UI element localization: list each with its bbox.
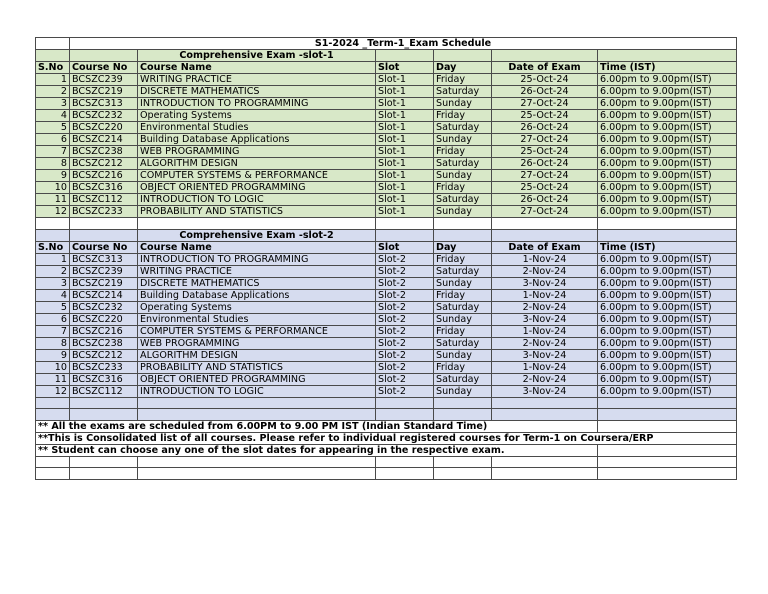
day-cell: Sunday bbox=[434, 349, 492, 361]
course-no-cell: BCSZC232 bbox=[70, 110, 138, 122]
empty-cell bbox=[376, 409, 434, 421]
slot-cell: Slot-2 bbox=[376, 337, 434, 349]
slot-cell: Slot-1 bbox=[376, 74, 434, 86]
sno-cell: 12 bbox=[36, 385, 70, 397]
table-row bbox=[36, 349, 737, 361]
course-name-cell: ALGORITHM DESIGN bbox=[138, 349, 376, 361]
exam-time-cell: 6.00pm to 9.00pm(IST) bbox=[598, 385, 737, 397]
course-no-cell: BCSZC112 bbox=[70, 385, 138, 397]
course-name-cell: Building Database Applications bbox=[138, 289, 376, 301]
exam-time-cell: 6.00pm to 9.00pm(IST) bbox=[598, 337, 737, 349]
spacer-row bbox=[36, 218, 737, 230]
exam-date-cell: 2-Nov-24 bbox=[492, 337, 598, 349]
empty-cell bbox=[36, 468, 70, 480]
exam-time-cell: 6.00pm to 9.00pm(IST) bbox=[598, 86, 737, 98]
table-row bbox=[36, 98, 737, 110]
course-name-cell: WEB PROGRAMMING bbox=[138, 146, 376, 158]
table-row bbox=[36, 170, 737, 182]
exam-time-cell: 6.00pm to 9.00pm(IST) bbox=[598, 265, 737, 277]
course-name-cell: PROBABILITY AND STATISTICS bbox=[138, 206, 376, 218]
course-no-header: Course No bbox=[70, 62, 138, 74]
course-name-cell: OBJECT ORIENTED PROGRAMMING bbox=[138, 373, 376, 385]
slot2-caption-row bbox=[36, 229, 737, 241]
day-cell: Saturday bbox=[434, 301, 492, 313]
sno-header: S.No bbox=[36, 241, 70, 253]
slot-cell: Slot-2 bbox=[376, 385, 434, 397]
table-row bbox=[36, 277, 737, 289]
exam-time-cell: 6.00pm to 9.00pm(IST) bbox=[598, 158, 737, 170]
course-name-cell: Building Database Applications bbox=[138, 134, 376, 146]
day-cell: Friday bbox=[434, 74, 492, 86]
empty-cell bbox=[434, 229, 492, 241]
empty-cell bbox=[138, 468, 376, 480]
day-header: Day bbox=[434, 62, 492, 74]
table-row bbox=[36, 385, 737, 397]
title-spacer-cell bbox=[36, 38, 70, 50]
course-name-cell: COMPUTER SYSTEMS & PERFORMANCE bbox=[138, 170, 376, 182]
table-row bbox=[36, 122, 737, 134]
day-cell: Sunday bbox=[434, 385, 492, 397]
course-no-cell: BCSZC238 bbox=[70, 337, 138, 349]
slot-cell: Slot-2 bbox=[376, 373, 434, 385]
table-row bbox=[36, 86, 737, 98]
slot-cell: Slot-1 bbox=[376, 98, 434, 110]
exam-time-cell: 6.00pm to 9.00pm(IST) bbox=[598, 170, 737, 182]
sno-cell: 6 bbox=[36, 134, 70, 146]
day-cell: Friday bbox=[434, 146, 492, 158]
table-row bbox=[36, 158, 737, 170]
empty-cell bbox=[598, 229, 737, 241]
course-no-cell: BCSZC220 bbox=[70, 313, 138, 325]
course-no-cell: BCSZC233 bbox=[70, 206, 138, 218]
slot2-header-row bbox=[36, 241, 737, 253]
day-cell: Saturday bbox=[434, 373, 492, 385]
exam-time-cell: 6.00pm to 9.00pm(IST) bbox=[598, 313, 737, 325]
sno-cell: 3 bbox=[36, 98, 70, 110]
exam-time-cell: 6.00pm to 9.00pm(IST) bbox=[598, 349, 737, 361]
exam-date-cell: 3-Nov-24 bbox=[492, 349, 598, 361]
empty-cell bbox=[70, 397, 138, 409]
exam-time-header: Time (IST) bbox=[598, 62, 737, 74]
sno-cell: 1 bbox=[36, 74, 70, 86]
schedule-title: S1-2024 _Term-1_Exam Schedule bbox=[70, 38, 737, 50]
exam-date-cell: 26-Oct-24 bbox=[492, 158, 598, 170]
day-cell: Friday bbox=[434, 289, 492, 301]
course-name-header: Course Name bbox=[138, 62, 376, 74]
slot-cell: Slot-2 bbox=[376, 277, 434, 289]
empty-cell bbox=[70, 468, 138, 480]
sno-cell: 8 bbox=[36, 158, 70, 170]
day-cell: Friday bbox=[434, 325, 492, 337]
sno-cell: 6 bbox=[36, 313, 70, 325]
exam-time-cell: 6.00pm to 9.00pm(IST) bbox=[598, 289, 737, 301]
exam-time-cell: 6.00pm to 9.00pm(IST) bbox=[598, 301, 737, 313]
course-no-cell: BCSZC214 bbox=[70, 289, 138, 301]
course-name-cell: INTRODUCTION TO PROGRAMMING bbox=[138, 98, 376, 110]
table-row bbox=[36, 301, 737, 313]
table-row bbox=[36, 74, 737, 86]
slot-cell: Slot-1 bbox=[376, 182, 434, 194]
course-no-cell: BCSZC216 bbox=[70, 170, 138, 182]
empty-cell bbox=[36, 50, 70, 62]
exam-time-cell: 6.00pm to 9.00pm(IST) bbox=[598, 122, 737, 134]
exam-time-cell: 6.00pm to 9.00pm(IST) bbox=[598, 194, 737, 206]
exam-date-header: Date of Exam bbox=[492, 241, 598, 253]
course-no-cell: BCSZC238 bbox=[70, 146, 138, 158]
day-cell: Sunday bbox=[434, 206, 492, 218]
exam-time-header: Time (IST) bbox=[598, 241, 737, 253]
empty-cell bbox=[376, 218, 434, 230]
exam-time-cell: 6.00pm to 9.00pm(IST) bbox=[598, 253, 737, 265]
day-cell: Sunday bbox=[434, 134, 492, 146]
exam-date-cell: 25-Oct-24 bbox=[492, 182, 598, 194]
day-cell: Saturday bbox=[434, 158, 492, 170]
slot-header: Slot bbox=[376, 62, 434, 74]
exam-time-cell: 6.00pm to 9.00pm(IST) bbox=[598, 182, 737, 194]
course-no-cell: BCSZC239 bbox=[70, 74, 138, 86]
day-cell: Sunday bbox=[434, 277, 492, 289]
empty-cell bbox=[434, 397, 492, 409]
empty-cell bbox=[598, 218, 737, 230]
exam-time-cell: 6.00pm to 9.00pm(IST) bbox=[598, 277, 737, 289]
course-name-cell: Operating Systems bbox=[138, 110, 376, 122]
empty-cell bbox=[376, 397, 434, 409]
empty-cell bbox=[434, 50, 492, 62]
table-row bbox=[36, 361, 737, 373]
note-row bbox=[36, 432, 737, 444]
day-header: Day bbox=[434, 241, 492, 253]
empty-cell bbox=[492, 409, 598, 421]
slot-cell: Slot-1 bbox=[376, 122, 434, 134]
exam-time-cell: 6.00pm to 9.00pm(IST) bbox=[598, 134, 737, 146]
empty-cell bbox=[70, 409, 138, 421]
spacer-row bbox=[36, 468, 737, 480]
table-row bbox=[36, 337, 737, 349]
exam-time-cell: 6.00pm to 9.00pm(IST) bbox=[598, 361, 737, 373]
sno-cell: 8 bbox=[36, 337, 70, 349]
exam-date-cell: 27-Oct-24 bbox=[492, 98, 598, 110]
course-name-cell: PROBABILITY AND STATISTICS bbox=[138, 361, 376, 373]
course-no-cell: BCSZC220 bbox=[70, 122, 138, 134]
table-row bbox=[36, 373, 737, 385]
slot-cell: Slot-2 bbox=[376, 349, 434, 361]
spacer-row bbox=[36, 397, 737, 409]
table-row bbox=[36, 134, 737, 146]
exam-date-cell: 2-Nov-24 bbox=[492, 265, 598, 277]
sno-header: S.No bbox=[36, 62, 70, 74]
sno-cell: 10 bbox=[36, 361, 70, 373]
empty-cell bbox=[434, 218, 492, 230]
course-name-cell: ALGORITHM DESIGN bbox=[138, 158, 376, 170]
day-cell: Sunday bbox=[434, 98, 492, 110]
empty-cell bbox=[376, 50, 434, 62]
course-name-cell: Environmental Studies bbox=[138, 313, 376, 325]
slot1-header-row bbox=[36, 62, 737, 74]
day-cell: Saturday bbox=[434, 265, 492, 277]
sno-cell: 4 bbox=[36, 289, 70, 301]
exam-date-header: Date of Exam bbox=[492, 62, 598, 74]
course-name-cell: WRITING PRACTICE bbox=[138, 74, 376, 86]
course-name-header: Course Name bbox=[138, 241, 376, 253]
sno-cell: 9 bbox=[36, 349, 70, 361]
exam-date-cell: 1-Nov-24 bbox=[492, 253, 598, 265]
sno-cell: 5 bbox=[36, 301, 70, 313]
table-row bbox=[36, 182, 737, 194]
empty-cell bbox=[598, 397, 737, 409]
slot-cell: Slot-1 bbox=[376, 134, 434, 146]
day-cell: Friday bbox=[434, 110, 492, 122]
exam-date-cell: 1-Nov-24 bbox=[492, 361, 598, 373]
empty-cell bbox=[492, 229, 598, 241]
slot2-caption: Comprehensive Exam -slot-2 bbox=[138, 229, 376, 241]
course-no-cell: BCSZC216 bbox=[70, 325, 138, 337]
empty-cell bbox=[376, 456, 434, 468]
slot-cell: Slot-1 bbox=[376, 146, 434, 158]
empty-cell bbox=[376, 468, 434, 480]
exam-date-cell: 27-Oct-24 bbox=[492, 206, 598, 218]
exam-date-cell: 25-Oct-24 bbox=[492, 110, 598, 122]
course-no-cell: BCSZC313 bbox=[70, 98, 138, 110]
course-name-cell: DISCRETE MATHEMATICS bbox=[138, 86, 376, 98]
slot-cell: Slot-1 bbox=[376, 194, 434, 206]
sno-cell: 7 bbox=[36, 325, 70, 337]
exam-date-cell: 26-Oct-24 bbox=[492, 122, 598, 134]
course-no-cell: BCSZC219 bbox=[70, 86, 138, 98]
exam-date-cell: 3-Nov-24 bbox=[492, 277, 598, 289]
exam-date-cell: 3-Nov-24 bbox=[492, 385, 598, 397]
course-name-cell: INTRODUCTION TO PROGRAMMING bbox=[138, 253, 376, 265]
exam-time-cell: 6.00pm to 9.00pm(IST) bbox=[598, 146, 737, 158]
empty-cell bbox=[36, 218, 70, 230]
slot-header: Slot bbox=[376, 241, 434, 253]
table-row bbox=[36, 265, 737, 277]
slot-cell: Slot-1 bbox=[376, 158, 434, 170]
course-no-header: Course No bbox=[70, 241, 138, 253]
sno-cell: 9 bbox=[36, 170, 70, 182]
day-cell: Sunday bbox=[434, 313, 492, 325]
sno-cell: 2 bbox=[36, 86, 70, 98]
exam-date-cell: 26-Oct-24 bbox=[492, 86, 598, 98]
course-no-cell: BCSZC316 bbox=[70, 373, 138, 385]
exam-date-cell: 2-Nov-24 bbox=[492, 301, 598, 313]
sno-cell: 3 bbox=[36, 277, 70, 289]
empty-cell bbox=[492, 397, 598, 409]
course-name-cell: Environmental Studies bbox=[138, 122, 376, 134]
table-row bbox=[36, 289, 737, 301]
spacer-row bbox=[36, 456, 737, 468]
empty-cell bbox=[598, 420, 737, 432]
empty-cell bbox=[70, 218, 138, 230]
course-name-cell: COMPUTER SYSTEMS & PERFORMANCE bbox=[138, 325, 376, 337]
course-no-cell: BCSZC239 bbox=[70, 265, 138, 277]
day-cell: Friday bbox=[434, 253, 492, 265]
table-row bbox=[36, 194, 737, 206]
course-name-cell: DISCRETE MATHEMATICS bbox=[138, 277, 376, 289]
sno-cell: 5 bbox=[36, 122, 70, 134]
day-cell: Saturday bbox=[434, 122, 492, 134]
slot-cell: Slot-2 bbox=[376, 313, 434, 325]
empty-cell bbox=[598, 468, 737, 480]
sno-cell: 4 bbox=[36, 110, 70, 122]
exam-time-cell: 6.00pm to 9.00pm(IST) bbox=[598, 110, 737, 122]
empty-cell bbox=[598, 456, 737, 468]
course-name-cell: WRITING PRACTICE bbox=[138, 265, 376, 277]
exam-date-cell: 25-Oct-24 bbox=[492, 74, 598, 86]
course-no-cell: BCSZC233 bbox=[70, 361, 138, 373]
exam-schedule-table bbox=[35, 37, 737, 480]
exam-date-cell: 2-Nov-24 bbox=[492, 373, 598, 385]
course-name-cell: WEB PROGRAMMING bbox=[138, 337, 376, 349]
sno-cell: 7 bbox=[36, 146, 70, 158]
table-row bbox=[36, 313, 737, 325]
course-no-cell: BCSZC212 bbox=[70, 349, 138, 361]
exam-date-cell: 26-Oct-24 bbox=[492, 194, 598, 206]
day-cell: Saturday bbox=[434, 86, 492, 98]
slot1-caption: Comprehensive Exam -slot-1 bbox=[138, 50, 376, 62]
empty-cell bbox=[36, 397, 70, 409]
course-no-cell: BCSZC112 bbox=[70, 194, 138, 206]
exam-time-cell: 6.00pm to 9.00pm(IST) bbox=[598, 206, 737, 218]
table-row bbox=[36, 325, 737, 337]
empty-cell bbox=[434, 456, 492, 468]
note-row bbox=[36, 420, 737, 432]
slot-cell: Slot-1 bbox=[376, 170, 434, 182]
sno-cell: 1 bbox=[36, 253, 70, 265]
sno-cell: 11 bbox=[36, 194, 70, 206]
empty-cell bbox=[492, 456, 598, 468]
day-cell: Saturday bbox=[434, 194, 492, 206]
empty-cell bbox=[70, 456, 138, 468]
sno-cell: 10 bbox=[36, 182, 70, 194]
exam-date-cell: 1-Nov-24 bbox=[492, 289, 598, 301]
slot-cell: Slot-1 bbox=[376, 206, 434, 218]
sno-cell: 2 bbox=[36, 265, 70, 277]
course-no-cell: BCSZC232 bbox=[70, 301, 138, 313]
empty-cell bbox=[138, 409, 376, 421]
empty-cell bbox=[36, 456, 70, 468]
empty-cell bbox=[492, 50, 598, 62]
course-no-cell: BCSZC316 bbox=[70, 182, 138, 194]
course-no-cell: BCSZC212 bbox=[70, 158, 138, 170]
schedule-note: ** Student can choose any one of the slot dates for appearing in the respective exam. bbox=[36, 444, 598, 456]
empty-cell bbox=[70, 50, 138, 62]
empty-cell bbox=[70, 229, 138, 241]
empty-cell bbox=[434, 468, 492, 480]
empty-cell bbox=[598, 444, 737, 456]
exam-date-cell: 27-Oct-24 bbox=[492, 134, 598, 146]
empty-cell bbox=[138, 218, 376, 230]
empty-cell bbox=[138, 456, 376, 468]
empty-cell bbox=[492, 468, 598, 480]
course-no-cell: BCSZC214 bbox=[70, 134, 138, 146]
empty-cell bbox=[598, 50, 737, 62]
day-cell: Friday bbox=[434, 182, 492, 194]
note-row bbox=[36, 444, 737, 456]
table-row bbox=[36, 253, 737, 265]
empty-cell bbox=[36, 229, 70, 241]
course-name-cell: OBJECT ORIENTED PROGRAMMING bbox=[138, 182, 376, 194]
day-cell: Friday bbox=[434, 361, 492, 373]
course-no-cell: BCSZC219 bbox=[70, 277, 138, 289]
slot-cell: Slot-1 bbox=[376, 110, 434, 122]
sno-cell: 12 bbox=[36, 206, 70, 218]
course-name-cell: INTRODUCTION TO LOGIC bbox=[138, 385, 376, 397]
empty-cell bbox=[598, 409, 737, 421]
day-cell: Sunday bbox=[434, 170, 492, 182]
empty-cell bbox=[492, 218, 598, 230]
slot1-caption-row bbox=[36, 50, 737, 62]
empty-cell bbox=[434, 409, 492, 421]
schedule-note: ** All the exams are scheduled from 6.00PM to 9.00 PM IST (Indian Standard Time) bbox=[36, 420, 598, 432]
slot-cell: Slot-2 bbox=[376, 253, 434, 265]
exam-date-cell: 1-Nov-24 bbox=[492, 325, 598, 337]
slot-cell: Slot-2 bbox=[376, 325, 434, 337]
exam-time-cell: 6.00pm to 9.00pm(IST) bbox=[598, 373, 737, 385]
table-row bbox=[36, 206, 737, 218]
exam-time-cell: 6.00pm to 9.00pm(IST) bbox=[598, 325, 737, 337]
empty-cell bbox=[36, 409, 70, 421]
day-cell: Saturday bbox=[434, 337, 492, 349]
exam-date-cell: 25-Oct-24 bbox=[492, 146, 598, 158]
spacer-row bbox=[36, 409, 737, 421]
table-row bbox=[36, 110, 737, 122]
slot-cell: Slot-1 bbox=[376, 86, 434, 98]
exam-time-cell: 6.00pm to 9.00pm(IST) bbox=[598, 74, 737, 86]
slot-cell: Slot-2 bbox=[376, 289, 434, 301]
slot-cell: Slot-2 bbox=[376, 301, 434, 313]
sno-cell: 11 bbox=[36, 373, 70, 385]
course-name-cell: Operating Systems bbox=[138, 301, 376, 313]
exam-date-cell: 3-Nov-24 bbox=[492, 313, 598, 325]
course-name-cell: INTRODUCTION TO LOGIC bbox=[138, 194, 376, 206]
empty-cell bbox=[376, 229, 434, 241]
exam-time-cell: 6.00pm to 9.00pm(IST) bbox=[598, 98, 737, 110]
schedule-note: **This is Consolidated list of all courses. Please refer to individual registered courses for Term-1 on Coursera/ERP bbox=[36, 432, 737, 444]
course-no-cell: BCSZC313 bbox=[70, 253, 138, 265]
table-row bbox=[36, 146, 737, 158]
slot-cell: Slot-2 bbox=[376, 265, 434, 277]
slot-cell: Slot-2 bbox=[376, 361, 434, 373]
empty-cell bbox=[138, 397, 376, 409]
exam-date-cell: 27-Oct-24 bbox=[492, 170, 598, 182]
